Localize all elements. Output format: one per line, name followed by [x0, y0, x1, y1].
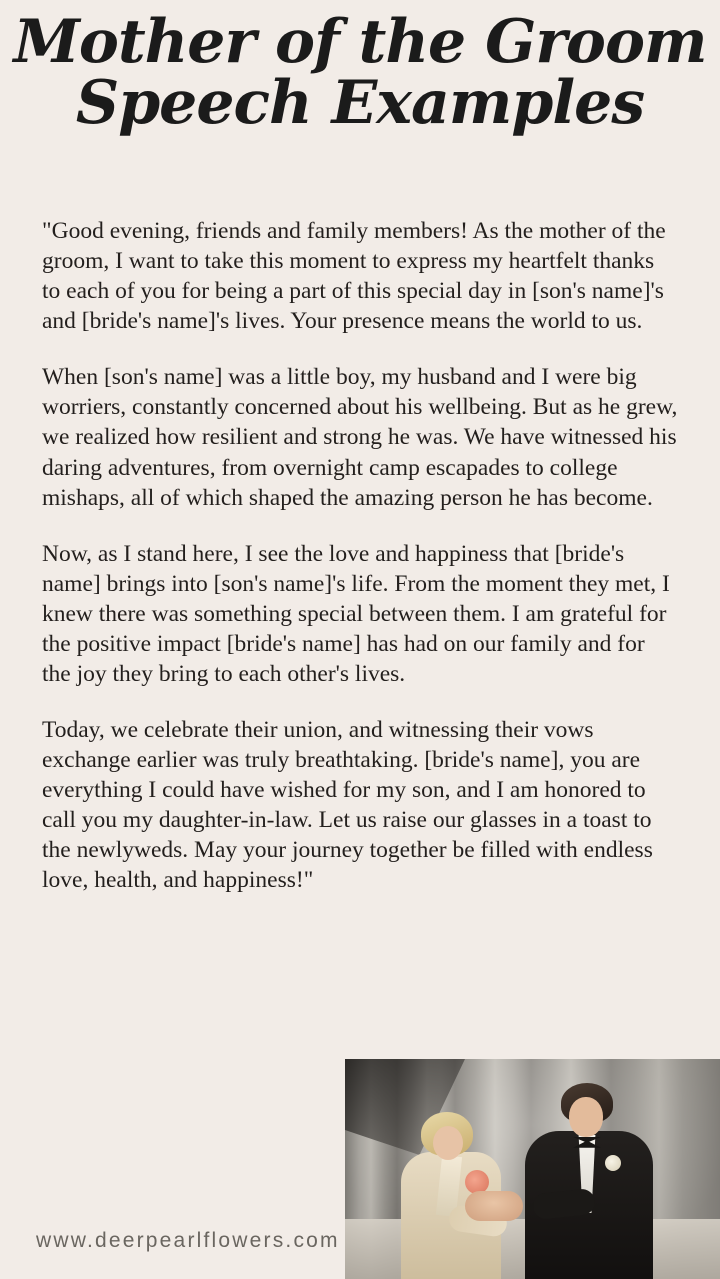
joined-hands [465, 1191, 523, 1221]
page-title-line-1: Mother of the Groom [13, 7, 707, 77]
speech-paragraph: When [son's name] was a little boy, my husband and I were big worriers, constantly concerned about his wellbeing. But as he grew, we realized how resilient and strong he was. We have witnessed his daring adventures, from overnight camp escapades to college mishaps, all of which shaped the amazing person he has become. [42, 364, 678, 511]
groom-figure [517, 1079, 667, 1279]
speech-paragraph: Today, we celebrate their union, and witnessing their vows exchange earlier was truly breathtaking. [bride's name], you are everything I could have wished for my son, and I am honored to call you my daughter-in-law. Let us raise our glasses in a toast to the newlyweds. May your journey together be filled with endless love, health, and happiness!" [42, 717, 653, 894]
speech-body [42, 216, 678, 896]
mother-face [433, 1126, 463, 1160]
speech-paragraph: Now, as I stand here, I see the love and happiness that [bride's name] brings into [son's name]'s life. From the moment they met, I knew there was something special between them. I am grateful for the positive impact [bride's name] has had on our family and for the joy they bring to each other's lives. [42, 540, 670, 688]
website-credit: www.deerpearlflowers.com [36, 1229, 340, 1252]
speech-paragraph: "Good evening, friends and family members! As the mother of the groom, I want to take this moment to express my heartfelt thanks to each of you for being a part of this special day in [son's name]'s and [bride's name]'s lives. Your presence means the world to us. [42, 218, 666, 335]
page-title-line-2: Speech Examples [75, 68, 645, 138]
groom-face [569, 1097, 603, 1137]
wedding-photo [345, 1059, 720, 1279]
boutonniere-flower [605, 1155, 621, 1171]
page-title [0, 0, 720, 138]
